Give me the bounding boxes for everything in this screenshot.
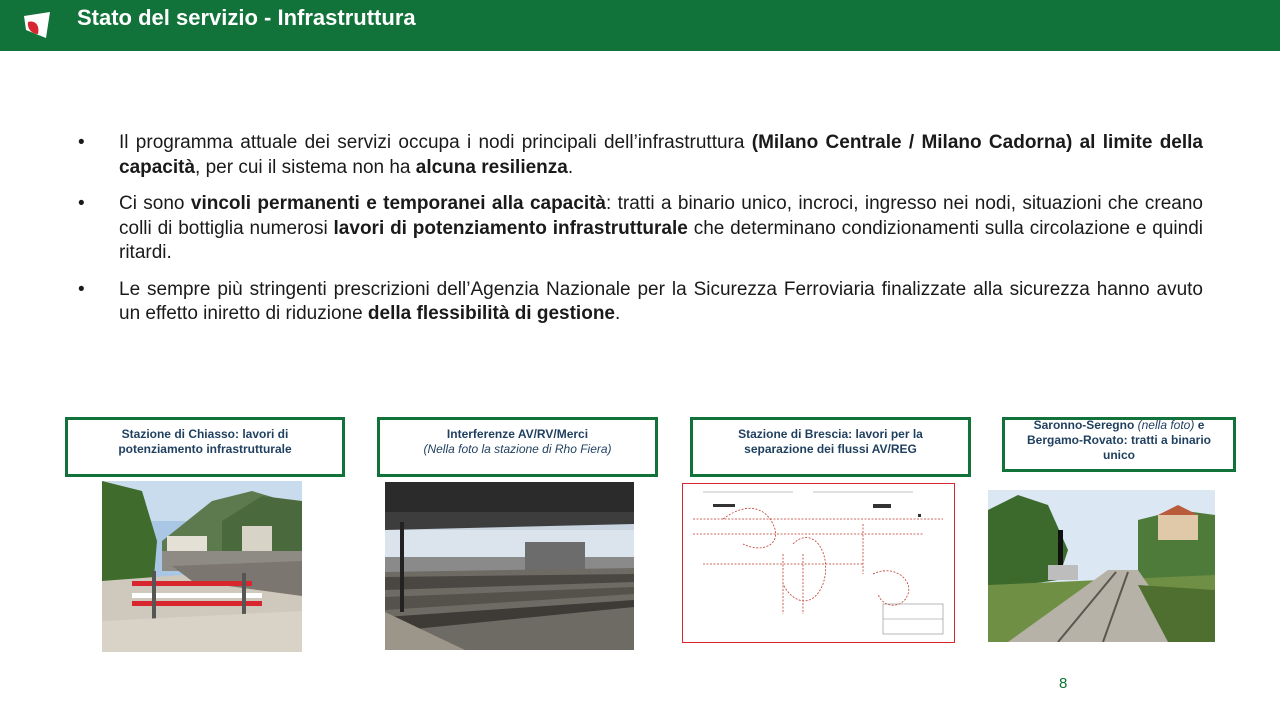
- bullet-text: che determinano condizionamenti sulla circolazione e quindi ritardi.: [119, 217, 1203, 263]
- bullet-text: .: [567, 156, 574, 178]
- bullet-item: [78, 278, 1203, 327]
- caption-line: Stazione di Chiasso: lavori di: [121, 427, 289, 441]
- caption-text: Saronno-Seregno: [1033, 418, 1135, 432]
- bullet-bold-text: (Milano Centrale / Milano Cadorna) al limite della capacità: [119, 132, 1203, 178]
- caption-text: (nella foto): [1137, 418, 1195, 432]
- photo-rho-fiera-station: [385, 482, 634, 650]
- page-title: Stato del servizio - Infrastruttura: [77, 5, 416, 30]
- bullet-text: Ci sono: [119, 193, 191, 214]
- bullet-bold-text: vincoli permanenti e temporanei alla capacità: [190, 193, 606, 214]
- bullet-list: [78, 131, 1203, 339]
- caption-chiasso: [65, 417, 345, 477]
- caption-line: Bergamo-Rovato: tratti a binario: [1026, 433, 1212, 447]
- bullet-text: : tratti a binario unico, incroci, ingresso nei nodi, situazioni che creano colli di bottiglia numerosi: [119, 193, 1203, 239]
- caption-line: [1034, 418, 1205, 433]
- bullet-item: [78, 192, 1203, 266]
- bullet-text: Il programma attuale dei servizi occupa i nodi principali dell’infrastruttura: [119, 132, 752, 153]
- caption-line: Interferenze AV/RV/Merci: [446, 427, 589, 441]
- photo-brescia-schematic: [682, 483, 955, 643]
- page-number: 8: [1059, 675, 1068, 692]
- caption-line: unico: [1103, 448, 1135, 462]
- bullet-bold-text: alcuna resilienza: [415, 156, 568, 178]
- trenord-logo-icon: [22, 12, 52, 38]
- photo-chiasso-station: [102, 481, 302, 652]
- caption-brescia: [690, 417, 971, 477]
- caption-line: (Nella foto la stazione di Rho Fiera): [423, 442, 612, 456]
- caption-saronno: [1002, 417, 1236, 472]
- caption-line: Stazione di Brescia: lavori per la: [738, 427, 923, 441]
- header-bar: [0, 0, 1280, 51]
- photo-saronno-single-track: [988, 490, 1215, 642]
- caption-interferenze: [377, 417, 658, 477]
- bullet-text: Le sempre più stringenti prescrizioni dell’Agenzia Nazionale per la Sicurezza Ferroviaria finalizzate alla sicurezza hanno avuto un effetto iniretto di riduzione: [119, 278, 1203, 324]
- bullet-item: [78, 131, 1203, 180]
- bullet-bold-text: lavori di potenziamento infrastrutturale: [333, 217, 688, 239]
- caption-line: separazione dei flussi AV/REG: [744, 442, 917, 456]
- caption-text: e: [1197, 418, 1205, 432]
- bullet-text: .: [615, 303, 621, 324]
- bullet-text: , per cui il sistema non ha: [195, 156, 416, 178]
- caption-line: potenziamento infrastrutturale: [118, 442, 292, 456]
- bullet-bold-text: della flessibilità di gestione: [367, 303, 615, 324]
